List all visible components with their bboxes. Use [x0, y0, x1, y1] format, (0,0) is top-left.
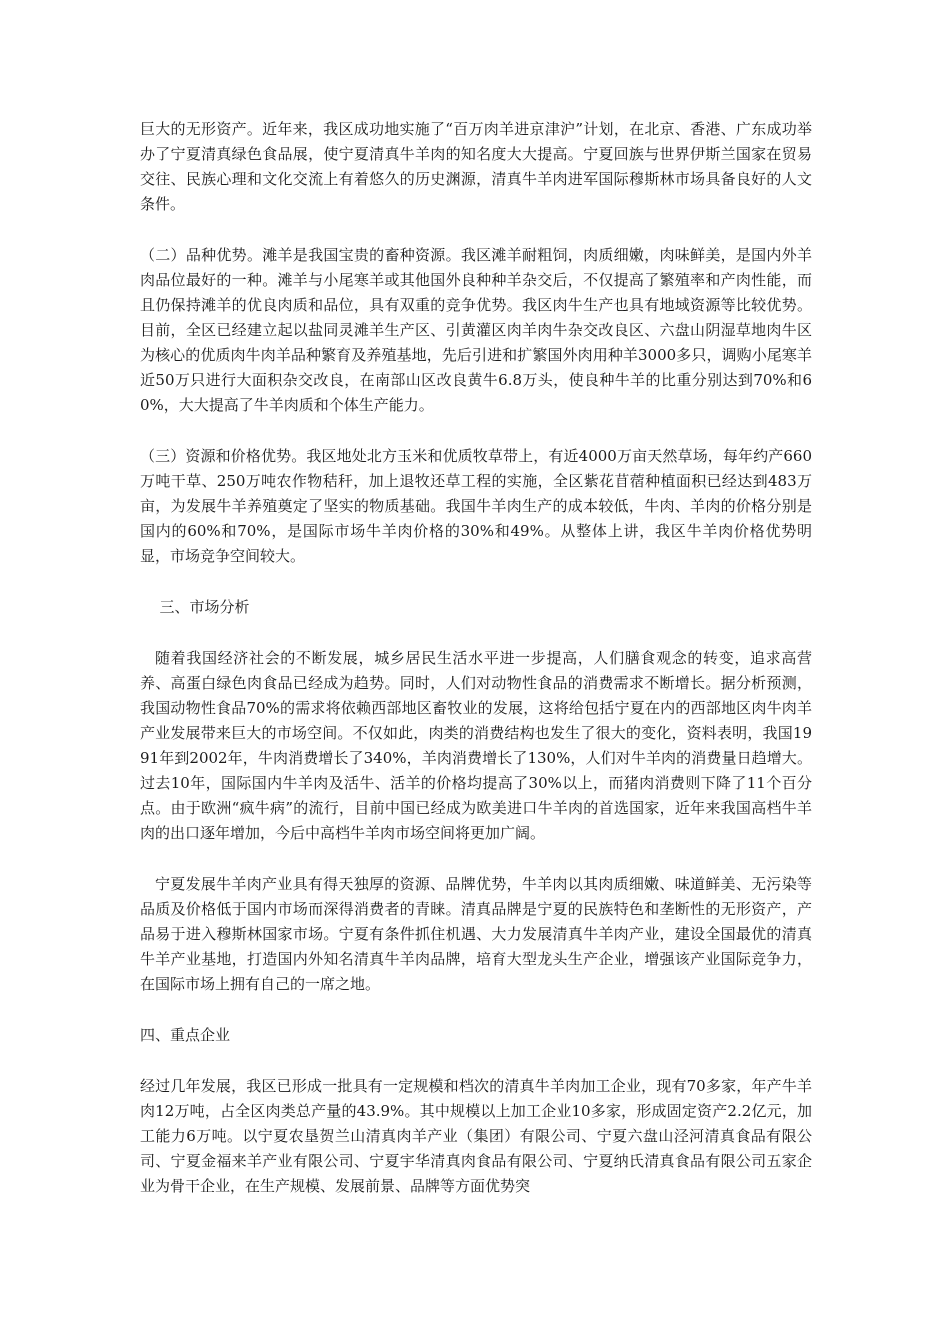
paragraph-intangible-assets: 巨大的无形资产。近年来，我区成功地实施了“百万肉羊进京津沪”计划，在北京、香港、广东成功举办了宁夏清真绿色食品展，使宁夏清真牛羊肉的知名度大大提高。宁夏回族与世界伊斯兰国家在贸易交往、民族心理和文化交流上有着悠久的历史渊源，清真牛羊肉进军国际穆斯林市场具备良好的人文条件。 [140, 120, 812, 213]
paragraph-market-demand: 随着我国经济社会的不断发展，城乡居民生活水平进一步提高，人们膳食观念的转变，追求高营养、高蛋白绿色肉食品已经成为趋势。同时，人们对动物性食品的消费需求不断增长。据分析预测，我国动物性食品70%的需求将依赖西部地区畜牧业的发展，这将给包括宁夏在内的西部地区肉牛肉羊产业发展带来巨大的市场空间。不仅如此，肉类的消费结构也发生了很大的变化，资料表明，我国1991年到2002年，牛肉消费增长了340%，羊肉消费增长了130%，人们对牛羊肉的消费量日趋增大。过去10年，国际国内牛羊肉及活牛、活羊的价格均提高了30%以上，而猪肉消费则下降了11个百分点。由于欧洲“疯牛病”的流行，目前中国已经成为欧美进口牛羊肉的首选国家，近年来我国高档牛羊肉的出口逐年增加，今后中高档牛羊肉市场空间将更加广阔。 [140, 649, 812, 842]
document-body [140, 117, 812, 1225]
section-heading-market-analysis: 三、市场分析 [159, 598, 250, 616]
paragraph-ningxia-development: 宁夏发展牛羊肉产业具有得天独厚的资源、品牌优势，牛羊肉以其肉质细嫩、味道鲜美、无污染等品质及价格低于国内市场而深得消费者的青睐。清真品牌是宁夏的民族特色和垄断性的无形资产，产品易于进入穆斯林国家市场。宁夏有条件抓住机遇、大力发展清真牛羊肉产业，建设全国最优的清真牛羊产业基地，打造国内外知名清真牛羊肉品牌，培育大型龙头生产企业，增强该产业国际竞争力，在国际市场上拥有自己的一席之地。 [140, 875, 812, 993]
section-heading-key-enterprises: 四、重点企业 [140, 1026, 231, 1044]
paragraph-resource-price-advantage: （三）资源和价格优势。我区地处北方玉米和优质牧草带上，有近4000万亩天然草场，每年约产660万吨干草、250万吨农作物秸秆，加上退牧还草工程的实施，全区紫花苜蓿种植面积已经达到483万亩，为发展牛羊养殖奠定了坚实的物质基础。我国牛羊肉生产的成本较低，牛肉、羊肉的价格分别是国内的60%和70%，是国际市场牛羊肉价格的30%和49%。从整体上讲，我区牛羊肉价格优势明显，市场竞争空间较大。 [140, 447, 812, 565]
paragraph-enterprises: 经过几年发展，我区已形成一批具有一定规模和档次的清真牛羊肉加工企业，现有70多家，年产牛羊肉12万吨，占全区肉类总产量的43.9%。其中规模以上加工企业10多家，形成固定资产2.2亿元，加工能力6万吨。以宁夏农垦贺兰山清真肉羊产业（集团）有限公司、宁夏六盘山泾河清真食品有限公司、宁夏金福来羊产业有限公司、宁夏宇华清真肉食品有限公司、宁夏纳氏清真食品有限公司五家企业为骨干企业，在生产规模、发展前景、品牌等方面优势突 [140, 1077, 812, 1195]
paragraph-breed-advantage: （二）品种优势。滩羊是我国宝贵的畜种资源。我区滩羊耐粗饲，肉质细嫩，肉味鲜美，是国内外羊肉品位最好的一种。滩羊与小尾寒羊或其他国外良种种羊杂交后，不仅提高了繁殖率和产肉性能，而且仍保持滩羊的优良肉质和品位，具有双重的竞争优势。我区肉牛生产也具有地域资源等比较优势。目前，全区已经建立起以盐同灵滩羊生产区、引黄灌区肉羊肉牛杂交改良区、六盘山阴湿草地肉牛区为核心的优质肉牛肉羊品种繁育及养殖基地，先后引进和扩繁国外肉用种羊3000多只，调购小尾寒羊近50万只进行大面积杂交改良，在南部山区改良黄牛6.8万头，使良种牛羊的比重分别达到70%和60%，大大提高了牛羊肉质和个体生产能力。 [140, 246, 812, 414]
